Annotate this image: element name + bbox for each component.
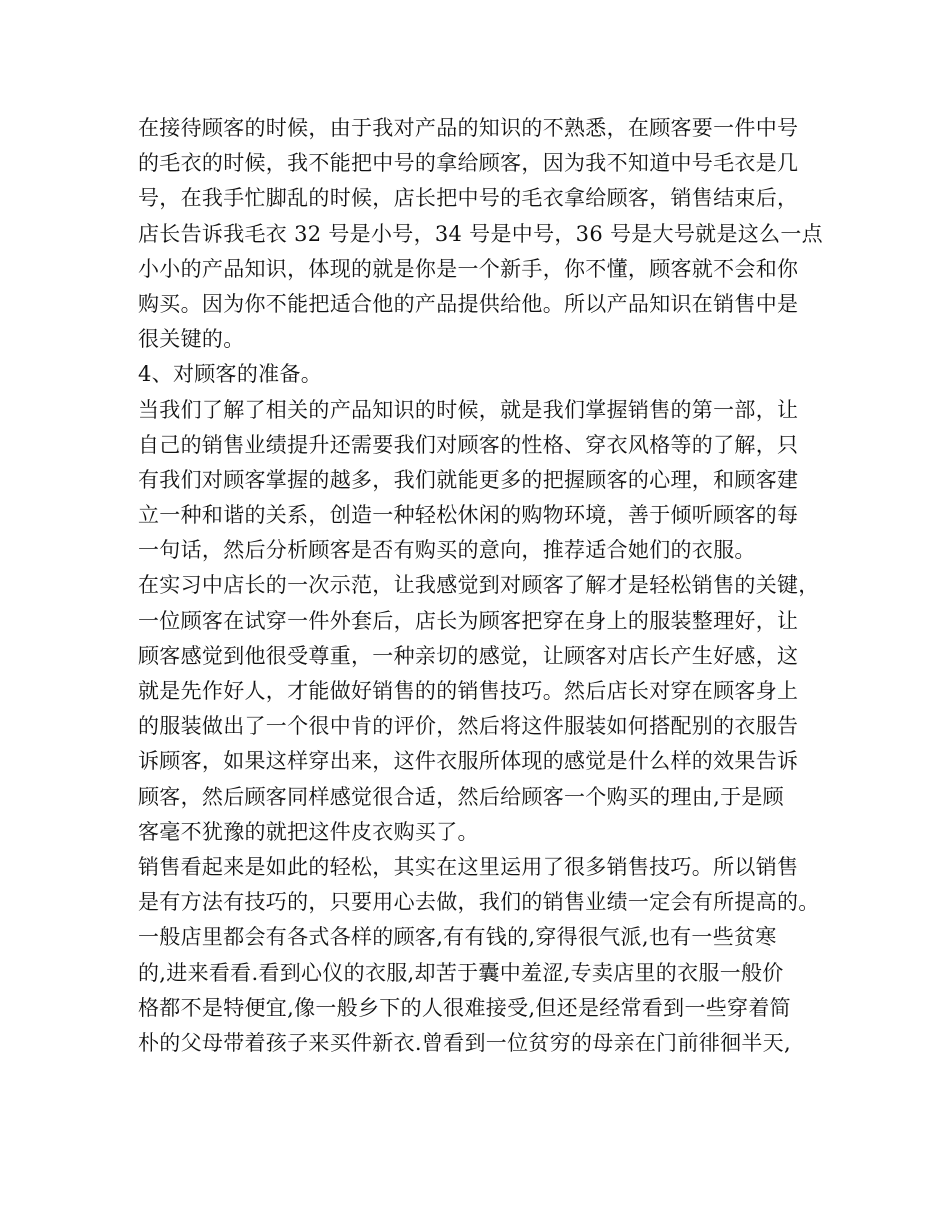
- text-line: 很关键的。: [138, 327, 245, 352]
- text-line: 在接待顾客的时候，由于我对产品的知识的不熟悉，在顾客要一件中号: [138, 116, 799, 140]
- text-line: 客毫不犹豫的就把这件皮衣购买了。: [138, 819, 479, 844]
- text-line: 格都不是特便宜,像一般乡下的人很难接受,但还是经常看到一些穿着简: [138, 995, 791, 1020]
- document-body: [138, 111, 828, 1061]
- text-line: 的服装做出了一个很中肯的评价，然后将这件服装如何搭配别的衣服告: [138, 714, 799, 739]
- text-line: 是有方法有技巧的，只要用心去做，我们的销售业绩一定会有所提高的。: [138, 890, 820, 915]
- section-heading: 4、对顾客的准备。: [138, 362, 323, 387]
- text-line: 当我们了解了相关的产品知识的时候，就是我们掌握销售的第一部，让: [138, 397, 799, 422]
- text-line: 店长告诉我毛衣 32 号是小号，34 号是中号，36 号是大号就是这么一点: [138, 221, 823, 246]
- text-line: 自己的销售业绩提升还需要我们对顾客的性格、穿衣风格等的了解，只: [138, 432, 799, 457]
- text-line: 购买。因为你不能把适合他的产品提供给他。所以产品知识在销售中是: [138, 291, 799, 316]
- text-line: 销售看起来是如此的轻松，其实在这里运用了很多销售技巧。所以销售: [138, 854, 799, 879]
- text-line: 一句话，然后分析顾客是否有购买的意向，推荐适合她们的衣服。: [138, 538, 756, 563]
- text-line: 的毛衣的时候，我不能把中号的拿给顾客，因为我不知道中号毛衣是几: [138, 151, 799, 176]
- text-line: 一般店里都会有各式各样的顾客,有有钱的,穿得很气派,也有一些贫寒: [138, 925, 777, 950]
- text-line: 立一种和谐的关系，创造一种轻松休闲的购物环境，善于倾听顾客的每: [138, 503, 799, 528]
- text-line: 一位顾客在试穿一件外套后，店长为顾客把穿在身上的服装整理好，让: [138, 608, 799, 633]
- text-line: 的,进来看看.看到心仪的衣服,却苦于囊中羞涩,专卖店里的衣服一般价: [138, 960, 784, 985]
- text-line: 号，在我手忙脚乱的时候，店长把中号的毛衣拿给顾客，销售结束后，: [138, 186, 799, 211]
- text-line: 顾客，然后顾客同样感觉很合适，然后给顾客一个购买的理由,于是顾: [138, 784, 784, 809]
- text-line: 顾客感觉到他很受尊重，一种亲切的感觉，让顾客对店长产生好感，这: [138, 643, 799, 668]
- text-line: 就是先作好人，才能做好销售的的销售技巧。然后店长对穿在顾客身上: [138, 679, 799, 703]
- text-line: 小小的产品知识，体现的就是你是一个新手，你不懂，顾客就不会和你: [138, 256, 799, 281]
- text-line: 在实习中店长的一次示范，让我感觉到对顾客了解才是轻松销售的关键，: [138, 573, 820, 598]
- text-line: 诉顾客，如果这样穿出来，这件衣服所体现的感觉是什么样的效果告诉: [138, 749, 799, 774]
- text-line: 有我们对顾客掌握的越多，我们就能更多的把握顾客的心理，和顾客建: [138, 467, 799, 492]
- text-line: 朴的父母带着孩子来买件新衣.曾看到一位贫穷的母亲在门前徘徊半天,: [138, 1030, 791, 1055]
